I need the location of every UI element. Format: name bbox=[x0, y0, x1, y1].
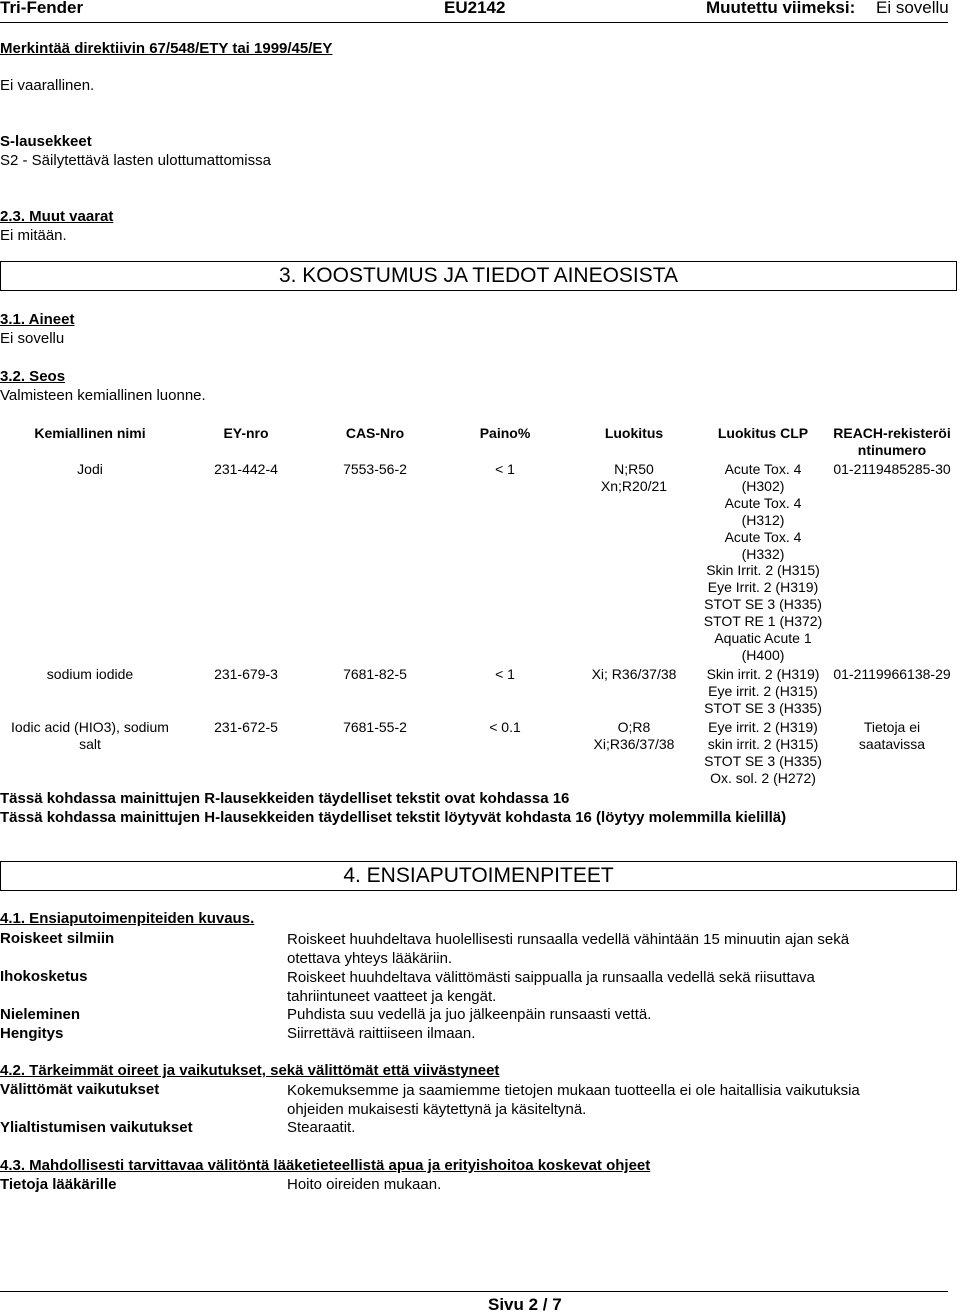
immediate-effects-text bbox=[287, 1081, 860, 1119]
col-header-reach-line1: REACH-rekisteröi bbox=[833, 425, 951, 441]
row2-clp-line: STOT SE 3 (H335) bbox=[704, 700, 822, 716]
overexposure-label: Ylialtistumisen vaikutukset bbox=[0, 1119, 193, 1136]
col-header-cas: CAS-Nro bbox=[345, 425, 405, 441]
doctor-info-text: Hoito oireiden mukaan. bbox=[287, 1176, 442, 1193]
col-header-weight: Paino% bbox=[479, 425, 531, 441]
row3-class bbox=[578, 719, 690, 753]
row3-clp-line: Eye irrit. 2 (H319) bbox=[708, 719, 818, 735]
first-aid-text-skin bbox=[287, 968, 815, 1006]
row1-clp-line: (H302) bbox=[741, 477, 785, 494]
first-aid-text-inhalation: Siirrettävä raittiiseen ilmaan. bbox=[287, 1025, 476, 1042]
row3-clp-line: Ox. sol. 2 (H272) bbox=[710, 770, 816, 786]
row1-clp-line: (H312) bbox=[741, 511, 785, 528]
row3-name bbox=[0, 719, 180, 753]
text-line: Roiskeet huuhdeltava välittömästi saippualla ja runsaalla vedellä sekä riisuttava bbox=[287, 969, 815, 986]
s-phrase: S2 - Säilytettävä lasten ulottumattomissa bbox=[0, 152, 271, 169]
row2-ec: 231-679-3 bbox=[214, 666, 278, 682]
page-number: Sivu 2 / 7 bbox=[488, 1295, 562, 1314]
other-hazards-text: Ei mitään. bbox=[0, 227, 67, 244]
text-line: Roiskeet huuhdeltava huolellisesti runsaalla vedellä vähintään 15 minuutin ajan sekä bbox=[287, 931, 850, 948]
directive-title: Merkintää direktiivin 67/548/ETY tai 1999/45/EY bbox=[0, 40, 333, 57]
row3-clp-line: skin irrit. 2 (H315) bbox=[707, 736, 819, 752]
text-line: otettava yhteys lääkäriin. bbox=[287, 950, 453, 967]
first-aid-label-ingestion: Nieleminen bbox=[0, 1006, 81, 1023]
mixtures-title: 3.2. Seos bbox=[0, 368, 66, 385]
immediate-effects-label: Välittömät vaikutukset bbox=[0, 1081, 160, 1098]
modified-label: Muutettu viimeksi: bbox=[706, 0, 856, 17]
row3-weight: < 0.1 bbox=[489, 719, 521, 735]
row2-class: Xi; R36/37/38 bbox=[591, 666, 677, 682]
row2-clp-line: Eye irrit. 2 (H315) bbox=[708, 683, 818, 699]
section-3-title: 3. KOOSTUMUS JA TIEDOT AINEOSISTA bbox=[278, 264, 679, 287]
row1-clp-line: (H332) bbox=[741, 545, 785, 562]
col-header-class: Luokitus bbox=[604, 425, 664, 441]
row1-clp-line: Aquatic Acute 1 bbox=[714, 630, 812, 647]
row3-clp-line: STOT SE 3 (H335) bbox=[704, 753, 822, 769]
row1-class-line: Xn;R20/21 bbox=[600, 478, 668, 494]
doctor-info-label: Tietoja lääkärille bbox=[0, 1176, 117, 1193]
row1-clp-line: (H400) bbox=[741, 646, 785, 663]
row1-cas: 7553-56-2 bbox=[343, 461, 407, 477]
substances-title: 3.1. Aineet bbox=[0, 311, 75, 328]
s-phrases-title: S-lausekkeet bbox=[0, 133, 92, 150]
row1-clp-line: STOT SE 3 (H335) bbox=[704, 596, 822, 613]
r-phrases-note: Tässä kohdassa mainittujen R-lausekkeiden täydelliset tekstit ovat kohdassa 16 bbox=[0, 790, 570, 807]
row1-weight: < 1 bbox=[495, 461, 515, 477]
row2-name: sodium iodide bbox=[46, 666, 134, 682]
modified-value: Ei sovellu bbox=[876, 0, 949, 17]
col-header-name: Kemiallinen nimi bbox=[34, 425, 146, 441]
col-header-reach bbox=[826, 425, 958, 458]
first-aid-text-eyes bbox=[287, 930, 849, 968]
row1-clp-line: STOT RE 1 (H372) bbox=[703, 613, 823, 630]
row3-reach bbox=[826, 719, 958, 753]
col-header-reach-line2: ntinumero bbox=[857, 442, 927, 458]
section-4-header bbox=[0, 861, 957, 891]
row3-ec: 231-672-5 bbox=[214, 719, 278, 735]
product-name: Tri-Fender bbox=[0, 0, 84, 17]
row2-clp-line: Skin irrit. 2 (H319) bbox=[706, 666, 820, 682]
first-aid-title: 4.1. Ensiaputoimenpiteiden kuvaus. bbox=[0, 910, 255, 927]
hazard-text: Ei vaarallinen. bbox=[0, 77, 95, 94]
h-phrases-note: Tässä kohdassa mainittujen H-lausekkeiden täydelliset tekstit löytyvät kohdasta 16 (löytyy molemmilla kielillä) bbox=[0, 809, 787, 826]
row3-reach-line: saatavissa bbox=[858, 736, 926, 752]
row2-weight: < 1 bbox=[495, 666, 515, 682]
row3-cas: 7681-55-2 bbox=[343, 719, 407, 735]
row3-class-line: O;R8 bbox=[617, 719, 651, 735]
row1-ec: 231-442-4 bbox=[214, 461, 278, 477]
row3-name-line: Iodic acid (HIO3), sodium bbox=[11, 719, 169, 735]
row3-class-line: Xi;R36/37/38 bbox=[593, 736, 675, 752]
first-aid-label-eyes: Roiskeet silmiin bbox=[0, 930, 115, 947]
first-aid-label-inhalation: Hengitys bbox=[0, 1025, 64, 1042]
col-header-clp: Luokitus CLP bbox=[717, 425, 809, 441]
row1-class bbox=[578, 461, 690, 495]
row1-reach: 01-2119485285-30 bbox=[833, 461, 951, 477]
row1-clp bbox=[700, 461, 826, 664]
first-aid-label-skin: Ihokosketus bbox=[0, 968, 88, 985]
footer-rule bbox=[0, 1291, 948, 1292]
text-line: ohjeiden mukaisesti käytettynä ja käsiteltynä. bbox=[287, 1101, 587, 1118]
overexposure-text: Stearaatit. bbox=[287, 1119, 356, 1136]
col-header-ec: EY-nro bbox=[223, 425, 269, 441]
text-line: tahriintuneet vaatteet ja kengät. bbox=[287, 988, 497, 1005]
row1-clp-line: Acute Tox. 4 bbox=[724, 494, 802, 511]
row1-clp-line: Skin Irrit. 2 (H315) bbox=[706, 562, 820, 579]
section-4-title: 4. ENSIAPUTOIMENPITEET bbox=[343, 864, 614, 887]
row2-cas: 7681-82-5 bbox=[343, 666, 407, 682]
first-aid-text-ingestion: Puhdista suu vedellä ja juo jälkeenpäin runsaasti vettä. bbox=[287, 1006, 652, 1023]
row2-reach: 01-2119966138-29 bbox=[833, 666, 951, 682]
other-hazards-title: 2.3. Muut vaarat bbox=[0, 208, 114, 225]
symptoms-title: 4.2. Tärkeimmät oireet ja vaikutukset, sekä välittömät että viivästyneet bbox=[0, 1062, 500, 1079]
row1-clp-line: Acute Tox. 4 bbox=[724, 528, 802, 545]
row3-reach-line: Tietoja ei bbox=[863, 719, 921, 735]
row3-name-line: salt bbox=[79, 736, 101, 752]
mixtures-text: Valmisteen kemiallinen luonne. bbox=[0, 387, 206, 404]
row1-name: Jodi bbox=[77, 461, 103, 477]
row3-clp bbox=[700, 719, 826, 787]
header-rule bbox=[0, 22, 948, 23]
section-3-header bbox=[0, 261, 957, 291]
text-line: Kokemuksemme ja saamiemme tietojen mukaan tuotteella ei ole haitallisia vaikutuksia bbox=[287, 1082, 860, 1099]
product-code: EU2142 bbox=[444, 0, 506, 17]
medical-attention-title: 4.3. Mahdollisesti tarvittavaa välitöntä lääketieteellistä apua ja erityishoitoa koskevat ohjeet bbox=[0, 1157, 651, 1174]
row1-clp-line: Eye Irrit. 2 (H319) bbox=[707, 579, 819, 596]
row1-class-line: N;R50 bbox=[614, 461, 654, 477]
substances-text: Ei sovellu bbox=[0, 330, 65, 347]
row2-clp bbox=[700, 666, 826, 717]
row1-clp-line: Acute Tox. 4 bbox=[724, 461, 802, 477]
